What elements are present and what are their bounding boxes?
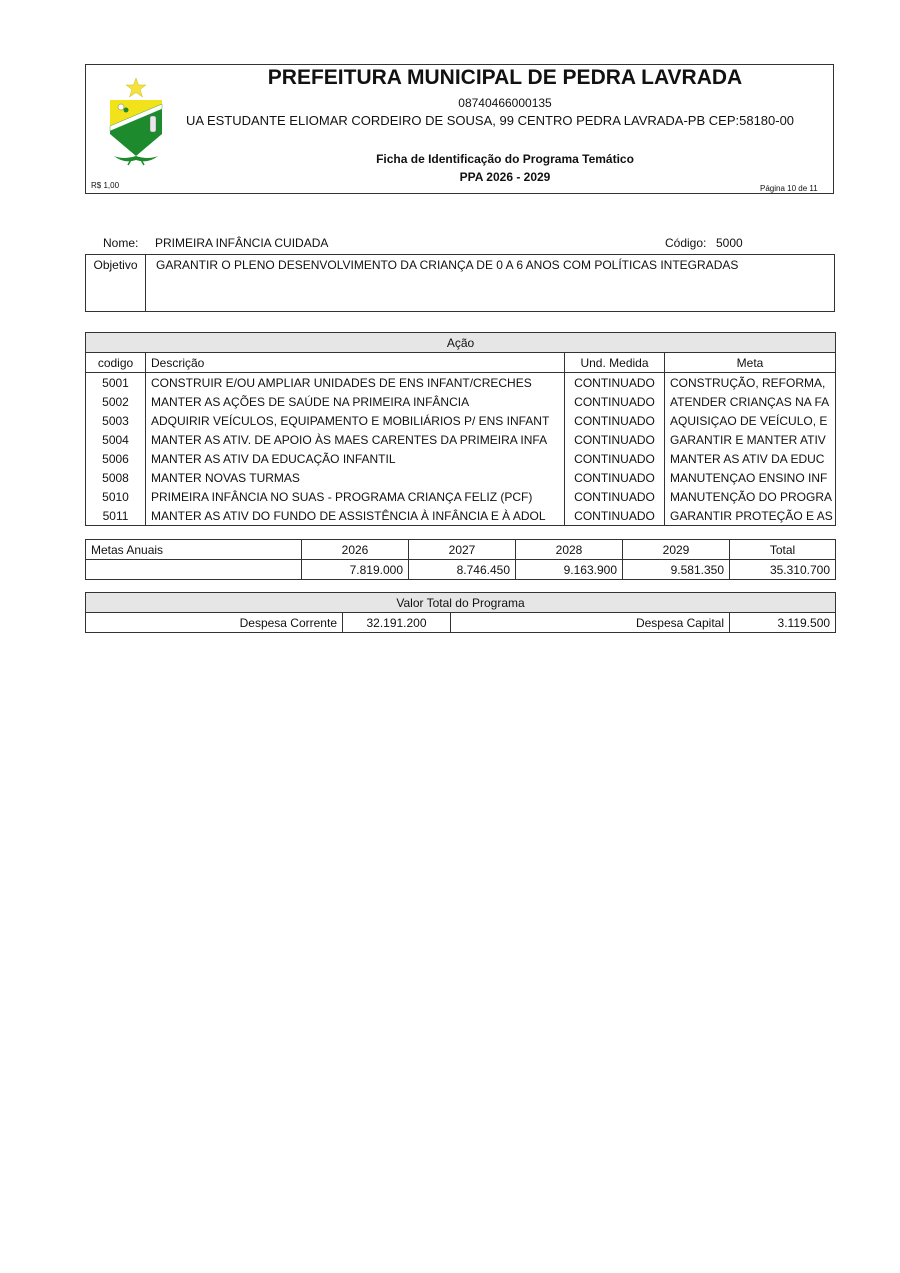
year-header: 2026: [302, 540, 409, 560]
table-row: [86, 487, 836, 506]
cnpj-text: 08740466000135: [458, 96, 552, 110]
cell-und: CONTINUADO: [565, 392, 665, 411]
despesa-corrente-label: Despesa Corrente: [86, 613, 343, 633]
cell-descricao: MANTER AS ATIV. DE APOIO ÀS MAES CARENTES DA PRIMEIRA INFA: [146, 430, 565, 449]
cell-codigo: 5001: [86, 373, 146, 393]
year-header: 2028: [516, 540, 623, 560]
metas-values-row: [86, 560, 836, 580]
acao-table: [85, 332, 836, 526]
year-value: 9.163.900: [516, 560, 623, 580]
year-value: 7.819.000: [302, 560, 409, 580]
metas-label: Metas Anuais: [86, 540, 302, 560]
metas-header-row: [86, 540, 836, 560]
table-row: [86, 506, 836, 526]
cell-meta: GARANTIR PROTEÇÃO E AS: [665, 506, 836, 526]
cell-descricao: PRIMEIRA INFÂNCIA NO SUAS - PROGRAMA CRIANÇA FELIZ (PCF): [146, 487, 565, 506]
objective-label: Objetivo: [86, 255, 146, 311]
col-header-und-medida: Und. Medida: [565, 353, 665, 373]
cell-codigo: 5002: [86, 392, 146, 411]
coat-of-arms-logo-icon: [104, 76, 168, 166]
col-header-meta: Meta: [665, 353, 836, 373]
total-header: Total: [730, 540, 836, 560]
cell-und: CONTINUADO: [565, 487, 665, 506]
cell-codigo: 5003: [86, 411, 146, 430]
currency-unit: R$ 1,00: [91, 181, 120, 190]
cell-meta: ATENDER CRIANÇAS NA FA: [665, 392, 836, 411]
cell-codigo: 5006: [86, 449, 146, 468]
despesa-corrente-value: 32.191.200: [343, 613, 451, 633]
table-row: [86, 411, 836, 430]
cell-descricao: MANTER AS AÇÕES DE SAÚDE NA PRIMEIRA INFÂNCIA: [146, 392, 565, 411]
valor-total-title: Valor Total do Programa: [86, 593, 836, 613]
year-header: 2027: [409, 540, 516, 560]
program-code-label: Código:: [665, 236, 707, 250]
despesa-capital-value: 3.119.500: [730, 613, 836, 633]
table-row: [86, 430, 836, 449]
address-text: UA ESTUDANTE ELIOMAR CORDEIRO DE SOUSA, 99 CENTRO PEDRA LAVRADA-PB CEP:58180-00: [186, 113, 795, 128]
cell-descricao: MANTER AS ATIV DO FUNDO DE ASSISTÊNCIA À INFÂNCIA E À ADOL: [146, 506, 565, 526]
cell-codigo: 5010: [86, 487, 146, 506]
program-code: 5000: [716, 236, 743, 250]
valor-total-row: [86, 613, 836, 633]
cell-und: CONTINUADO: [565, 449, 665, 468]
cell-meta: AQUISIÇAO DE VEÍCULO, E: [665, 411, 836, 430]
table-row: [86, 373, 836, 393]
cell-und: CONTINUADO: [565, 430, 665, 449]
valor-total-table: [85, 592, 836, 633]
report-subtitle: Ficha de Identificação do Programa Temático: [376, 152, 634, 166]
year-value: 9.581.350: [623, 560, 730, 580]
program-name: PRIMEIRA INFÂNCIA CUIDADA: [155, 236, 329, 250]
cell-descricao: MANTER NOVAS TURMAS: [146, 468, 565, 487]
empty-cell: [86, 560, 302, 580]
year-header: 2029: [623, 540, 730, 560]
col-header-descricao: Descrição: [146, 353, 565, 373]
cell-codigo: 5008: [86, 468, 146, 487]
cell-descricao: MANTER AS ATIV DA EDUCAÇÃO INFANTIL: [146, 449, 565, 468]
acao-header-row: [86, 353, 836, 373]
table-row: [86, 449, 836, 468]
table-row: [86, 392, 836, 411]
cell-meta: GARANTIR E MANTER ATIV: [665, 430, 836, 449]
year-value: 8.746.450: [409, 560, 516, 580]
cell-codigo: 5011: [86, 506, 146, 526]
cell-und: CONTINUADO: [565, 468, 665, 487]
cell-meta: MANTER AS ATIV DA EDUC: [665, 449, 836, 468]
total-value: 35.310.700: [730, 560, 836, 580]
cell-codigo: 5004: [86, 430, 146, 449]
cell-und: CONTINUADO: [565, 506, 665, 526]
cell-meta: CONSTRUÇÃO, REFORMA,: [665, 373, 836, 393]
cell-descricao: CONSTRUIR E/OU AMPLIAR UNIDADES DE ENS INFANT/CRECHES: [146, 373, 565, 393]
cell-meta: MANUTENÇAO ENSINO INF: [665, 468, 836, 487]
report-title: PREFEITURA MUNICIPAL DE PEDRA LAVRADA: [267, 66, 743, 89]
cell-meta: MANUTENÇÃO DO PROGRA: [665, 487, 836, 506]
program-name-label: Nome:: [103, 236, 139, 250]
col-header-codigo: codigo: [86, 353, 146, 373]
table-row: [86, 468, 836, 487]
metas-anuais-table: [85, 539, 836, 580]
cell-und: CONTINUADO: [565, 411, 665, 430]
cell-descricao: ADQUIRIR VEÍCULOS, EQUIPAMENTO E MOBILIÁRIOS P/ ENS INFANT: [146, 411, 565, 430]
cell-und: CONTINUADO: [565, 373, 665, 393]
ppa-period: PPA 2026 - 2029: [459, 170, 551, 184]
despesa-capital-label: Despesa Capital: [451, 613, 730, 633]
objective-text: GARANTIR O PLENO DESENVOLVIMENTO DA CRIANÇA DE 0 A 6 ANOS COM POLÍTICAS INTEGRADAS: [156, 258, 739, 272]
acao-title: Ação: [86, 333, 836, 353]
page-info: Página 10 de 11: [760, 184, 818, 193]
